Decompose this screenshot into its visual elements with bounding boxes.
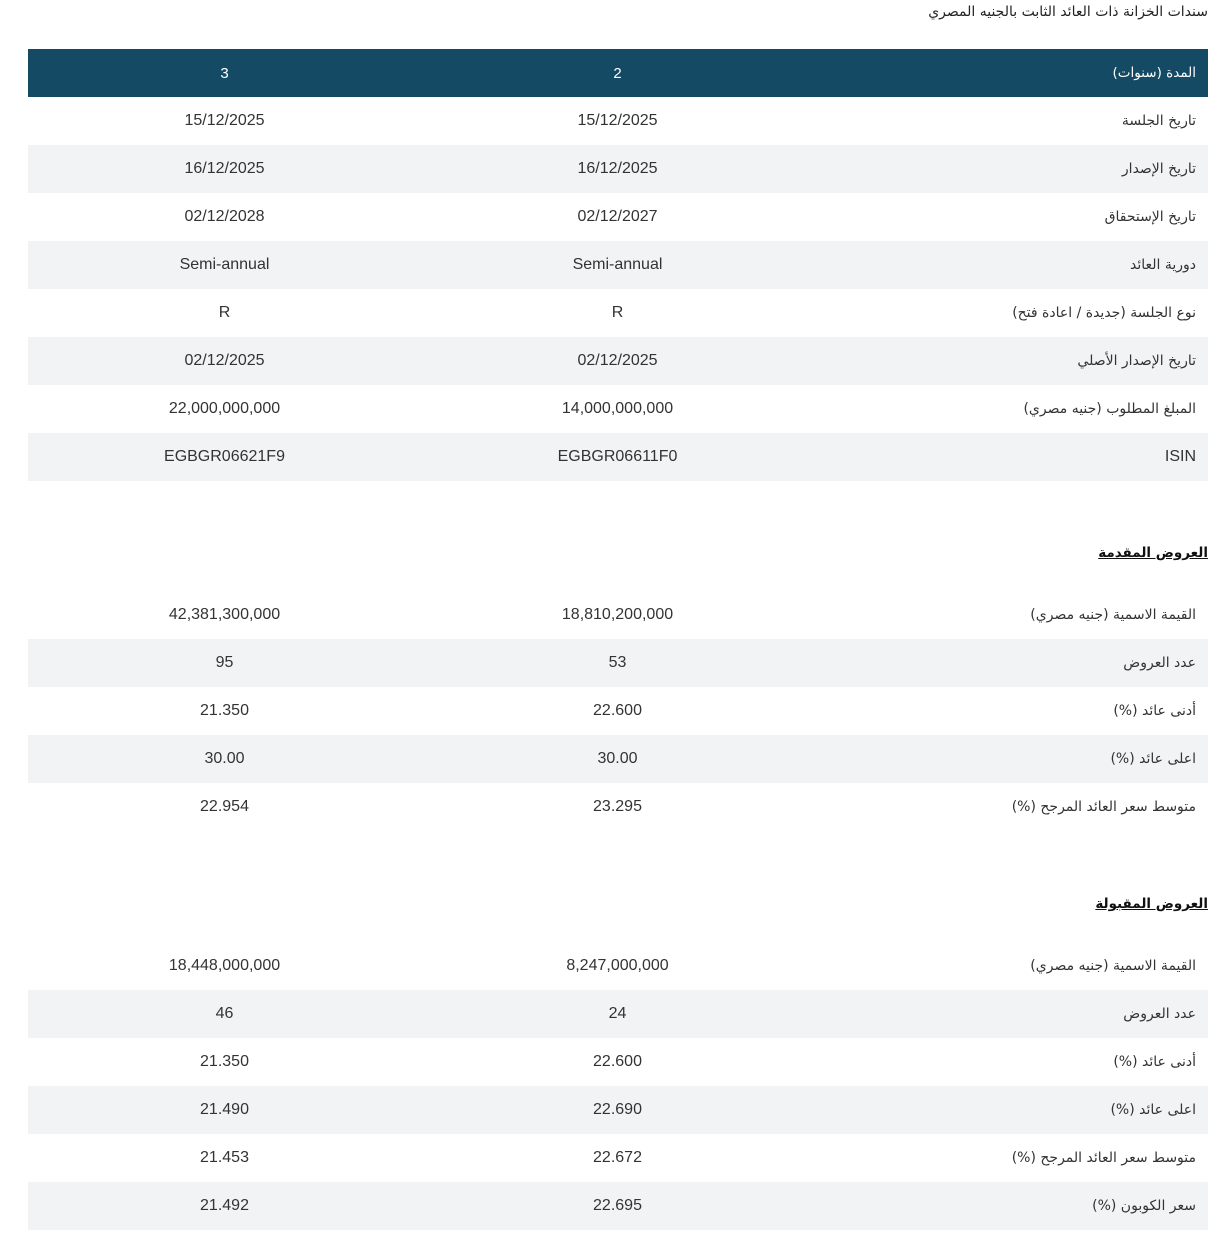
table-row <box>28 1086 1208 1134</box>
row-label: المبلغ المطلوب (جنيه مصري) <box>1023 401 1196 417</box>
cell-value: 14,000,000,000 <box>561 400 674 417</box>
cell-value: 22.600 <box>593 702 642 719</box>
table-header-row <box>28 49 1208 97</box>
cell-value: 22.672 <box>593 1149 642 1166</box>
cell-value: R <box>218 304 231 321</box>
table-row <box>28 591 1208 639</box>
cell-value: 16/12/2025 <box>184 160 265 177</box>
cell-value: 15/12/2025 <box>577 112 658 129</box>
offers-accepted-heading: العروض المقبولة <box>1095 896 1208 912</box>
cell-value: 24 <box>608 1005 627 1022</box>
offers-accepted-table <box>28 942 1208 1230</box>
table-row <box>28 97 1208 145</box>
cell-value: 02/12/2028 <box>184 208 265 225</box>
header-col-2-years: 2 <box>613 64 622 82</box>
cell-value: 18,448,000,000 <box>168 957 281 974</box>
cell-value: 22,000,000,000 <box>168 400 281 417</box>
table-row <box>28 433 1208 481</box>
row-label: القيمة الاسمية (جنيه مصري) <box>1030 607 1196 623</box>
cell-value: EGBGR06621F9 <box>164 448 285 465</box>
row-label: دورية العائد <box>1129 257 1196 273</box>
row-label: عدد العروض <box>1123 1006 1196 1022</box>
cell-value: 95 <box>215 654 234 671</box>
cell-value: 18,810,200,000 <box>561 606 674 623</box>
cell-value: 21.453 <box>200 1149 249 1166</box>
table-row <box>28 687 1208 735</box>
table-row <box>28 385 1208 433</box>
cell-value: 21.350 <box>200 1053 249 1070</box>
cell-value: 53 <box>608 654 627 671</box>
table-row <box>28 145 1208 193</box>
cell-value: 30.00 <box>204 750 245 767</box>
table-row <box>28 241 1208 289</box>
cell-value: 22.695 <box>593 1197 642 1214</box>
cell-value: 46 <box>215 1005 234 1022</box>
cell-value: 02/12/2025 <box>184 352 265 369</box>
row-label: متوسط سعر العائد المرجح (%) <box>1011 799 1196 815</box>
row-label: متوسط سعر العائد المرجح (%) <box>1011 1150 1196 1166</box>
cell-value: 22.690 <box>593 1101 642 1118</box>
cell-value: 23.295 <box>593 798 642 815</box>
cell-value: 16/12/2025 <box>577 160 658 177</box>
cell-value: R <box>611 304 624 321</box>
table-row <box>28 1038 1208 1086</box>
cell-value: 02/12/2025 <box>577 352 658 369</box>
table-row <box>28 942 1208 990</box>
row-label: عدد العروض <box>1123 655 1196 671</box>
offers-submitted-table <box>28 591 1208 831</box>
row-label: نوع الجلسة (جديدة / اعادة فتح) <box>1012 305 1196 321</box>
row-label: تاريخ الإستحقاق <box>1104 209 1196 225</box>
cell-value: EGBGR06611F0 <box>557 448 678 465</box>
cell-value: Semi-annual <box>179 256 270 273</box>
cell-value: 30.00 <box>597 750 638 767</box>
table-row <box>28 783 1208 831</box>
main-table <box>28 49 1208 481</box>
offers-submitted-heading: العروض المقدمة <box>1098 545 1208 561</box>
cell-value: 22.954 <box>200 798 249 815</box>
row-label: تاريخ الإصدار <box>1121 161 1196 177</box>
page-title: سندات الخزانة ذات العائد الثابت بالجنيه المصري <box>928 4 1208 20</box>
row-label: أدنى عائد (%) <box>1113 703 1196 719</box>
row-label: تاريخ الجلسة <box>1121 113 1196 129</box>
table-row <box>28 289 1208 337</box>
row-label: سعر الكوبون (%) <box>1092 1198 1196 1214</box>
row-label: تاريخ الإصدار الأصلي <box>1077 353 1196 369</box>
cell-value: 15/12/2025 <box>184 112 265 129</box>
table-row <box>28 639 1208 687</box>
header-col-3-years: 3 <box>220 64 229 82</box>
table-row <box>28 990 1208 1038</box>
table-row <box>28 337 1208 385</box>
row-label: القيمة الاسمية (جنيه مصري) <box>1030 958 1196 974</box>
cell-value: 8,247,000,000 <box>566 957 669 974</box>
cell-value: 02/12/2027 <box>577 208 658 225</box>
cell-value: 21.492 <box>200 1197 249 1214</box>
cell-value: 21.350 <box>200 702 249 719</box>
table-row <box>28 1134 1208 1182</box>
cell-value: 22.600 <box>593 1053 642 1070</box>
table-row <box>28 735 1208 783</box>
cell-value: 21.490 <box>200 1101 249 1118</box>
cell-value: 42,381,300,000 <box>168 606 281 623</box>
table-row <box>28 193 1208 241</box>
row-label: أدنى عائد (%) <box>1113 1054 1196 1070</box>
table-row <box>28 1182 1208 1230</box>
row-label: ISIN <box>1164 448 1196 465</box>
row-label: اعلى عائد (%) <box>1110 751 1196 767</box>
row-label: اعلى عائد (%) <box>1110 1102 1196 1118</box>
cell-value: Semi-annual <box>572 256 663 273</box>
header-label: المدة (سنوات) <box>1112 65 1196 81</box>
